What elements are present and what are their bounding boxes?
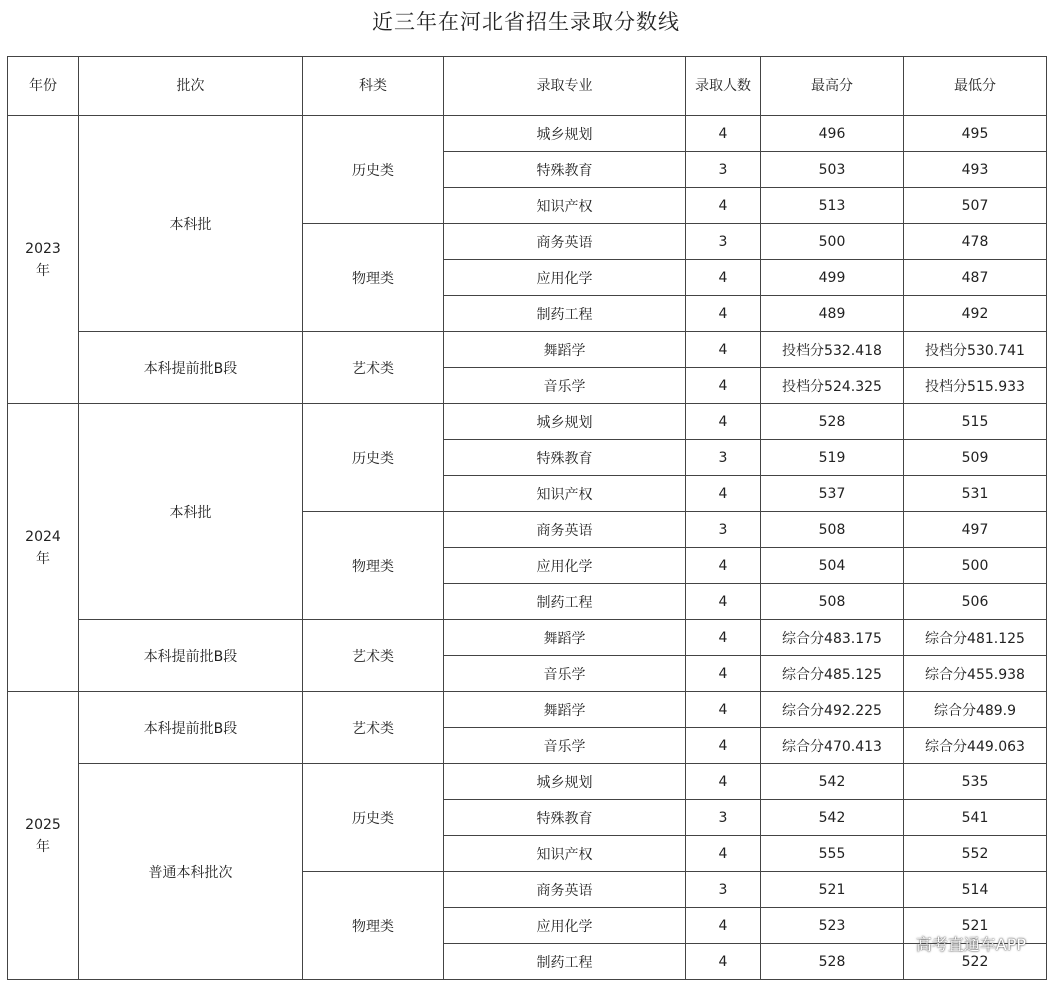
min-score-cell: 487: [904, 260, 1047, 296]
major-cell: 特殊教育: [444, 800, 686, 836]
max-score-cell: 537: [761, 476, 904, 512]
table-row: [8, 332, 1047, 368]
count-cell: 4: [686, 584, 761, 620]
count-cell: 4: [686, 764, 761, 800]
major-cell: 特殊教育: [444, 152, 686, 188]
header-max-score: 最高分: [761, 57, 904, 116]
count-cell: 3: [686, 872, 761, 908]
major-cell: 舞蹈学: [444, 620, 686, 656]
count-cell: 3: [686, 512, 761, 548]
max-score-cell: 投档分524.325: [761, 368, 904, 404]
table-row: [8, 764, 1047, 800]
min-score-cell: 493: [904, 152, 1047, 188]
category-cell: 物理类: [303, 872, 444, 980]
min-score-cell: 投档分530.741: [904, 332, 1047, 368]
max-score-cell: 综合分470.413: [761, 728, 904, 764]
major-cell: 音乐学: [444, 728, 686, 764]
min-score-cell: 509: [904, 440, 1047, 476]
min-score-cell: 综合分455.938: [904, 656, 1047, 692]
count-cell: 4: [686, 728, 761, 764]
min-score-cell: 综合分481.125: [904, 620, 1047, 656]
count-cell: 4: [686, 260, 761, 296]
major-cell: 特殊教育: [444, 440, 686, 476]
min-score-cell: 478: [904, 224, 1047, 260]
major-cell: 城乡规划: [444, 404, 686, 440]
year-cell: 2025年: [8, 692, 79, 980]
watermark: 高考直通车APP: [915, 935, 1026, 954]
category-cell: 艺术类: [303, 620, 444, 692]
header-major: 录取专业: [444, 57, 686, 116]
max-score-cell: 513: [761, 188, 904, 224]
table-row: [8, 620, 1047, 656]
batch-cell: 本科提前批B段: [79, 332, 303, 404]
max-score-cell: 521: [761, 872, 904, 908]
count-cell: 4: [686, 116, 761, 152]
major-cell: 应用化学: [444, 548, 686, 584]
count-cell: 4: [686, 476, 761, 512]
major-cell: 商务英语: [444, 224, 686, 260]
min-score-cell: 495: [904, 116, 1047, 152]
major-cell: 音乐学: [444, 368, 686, 404]
max-score-cell: 综合分492.225: [761, 692, 904, 728]
batch-cell: 普通本科批次: [79, 764, 303, 980]
max-score-cell: 500: [761, 224, 904, 260]
count-cell: 4: [686, 908, 761, 944]
header-row: [8, 57, 1047, 116]
min-score-cell: 552: [904, 836, 1047, 872]
header-batch: 批次: [79, 57, 303, 116]
major-cell: 知识产权: [444, 836, 686, 872]
count-cell: 4: [686, 548, 761, 584]
major-cell: 知识产权: [444, 476, 686, 512]
max-score-cell: 542: [761, 800, 904, 836]
count-cell: 4: [686, 656, 761, 692]
header-count: 录取人数: [686, 57, 761, 116]
table-row: [8, 692, 1047, 728]
min-score-cell: 506: [904, 584, 1047, 620]
batch-cell: 本科提前批B段: [79, 692, 303, 764]
count-cell: 4: [686, 188, 761, 224]
min-score-cell: 492: [904, 296, 1047, 332]
admission-score-table: [7, 56, 1047, 980]
count-cell: 4: [686, 404, 761, 440]
min-score-cell: 531: [904, 476, 1047, 512]
min-score-cell: 535: [904, 764, 1047, 800]
min-score-cell: 507: [904, 188, 1047, 224]
batch-cell: 本科批: [79, 116, 303, 332]
min-score-cell: 综合分489.9: [904, 692, 1047, 728]
category-cell: 历史类: [303, 764, 444, 872]
count-cell: 3: [686, 800, 761, 836]
count-cell: 4: [686, 368, 761, 404]
batch-cell: 本科批: [79, 404, 303, 620]
major-cell: 商务英语: [444, 872, 686, 908]
count-cell: 4: [686, 692, 761, 728]
year-cell: 2023年: [8, 116, 79, 404]
major-cell: 制药工程: [444, 944, 686, 980]
major-cell: 城乡规划: [444, 764, 686, 800]
max-score-cell: 503: [761, 152, 904, 188]
major-cell: 城乡规划: [444, 116, 686, 152]
major-cell: 商务英语: [444, 512, 686, 548]
max-score-cell: 508: [761, 512, 904, 548]
major-cell: 音乐学: [444, 656, 686, 692]
major-cell: 制药工程: [444, 296, 686, 332]
count-cell: 4: [686, 944, 761, 980]
major-cell: 知识产权: [444, 188, 686, 224]
count-cell: 3: [686, 440, 761, 476]
year-cell: 2024年: [8, 404, 79, 692]
category-cell: 历史类: [303, 404, 444, 512]
max-score-cell: 523: [761, 908, 904, 944]
max-score-cell: 综合分483.175: [761, 620, 904, 656]
max-score-cell: 496: [761, 116, 904, 152]
major-cell: 舞蹈学: [444, 692, 686, 728]
batch-cell: 本科提前批B段: [79, 620, 303, 692]
max-score-cell: 528: [761, 944, 904, 980]
category-cell: 物理类: [303, 512, 444, 620]
min-score-cell: 500: [904, 548, 1047, 584]
max-score-cell: 528: [761, 404, 904, 440]
category-cell: 艺术类: [303, 332, 444, 404]
max-score-cell: 综合分485.125: [761, 656, 904, 692]
max-score-cell: 504: [761, 548, 904, 584]
table-row: [8, 404, 1047, 440]
max-score-cell: 508: [761, 584, 904, 620]
min-score-cell: 497: [904, 512, 1047, 548]
max-score-cell: 519: [761, 440, 904, 476]
min-score-cell: 521: [904, 908, 1047, 944]
major-cell: 舞蹈学: [444, 332, 686, 368]
header-year: 年份: [8, 57, 79, 116]
max-score-cell: 投档分532.418: [761, 332, 904, 368]
category-cell: 艺术类: [303, 692, 444, 764]
min-score-cell: 522: [904, 944, 1047, 980]
count-cell: 4: [686, 620, 761, 656]
table-body: [8, 116, 1047, 980]
min-score-cell: 541: [904, 800, 1047, 836]
count-cell: 4: [686, 332, 761, 368]
count-cell: 4: [686, 296, 761, 332]
count-cell: 4: [686, 836, 761, 872]
major-cell: 应用化学: [444, 260, 686, 296]
major-cell: 应用化学: [444, 908, 686, 944]
count-cell: 3: [686, 224, 761, 260]
header-category: 科类: [303, 57, 444, 116]
max-score-cell: 499: [761, 260, 904, 296]
category-cell: 物理类: [303, 224, 444, 332]
header-min-score: 最低分: [904, 57, 1047, 116]
min-score-cell: 综合分449.063: [904, 728, 1047, 764]
max-score-cell: 542: [761, 764, 904, 800]
min-score-cell: 514: [904, 872, 1047, 908]
count-cell: 3: [686, 152, 761, 188]
table-row: [8, 116, 1047, 152]
max-score-cell: 555: [761, 836, 904, 872]
min-score-cell: 投档分515.933: [904, 368, 1047, 404]
document-title: 近三年在河北省招生录取分数线: [372, 10, 680, 34]
major-cell: 制药工程: [444, 584, 686, 620]
category-cell: 历史类: [303, 116, 444, 224]
min-score-cell: 515: [904, 404, 1047, 440]
max-score-cell: 489: [761, 296, 904, 332]
